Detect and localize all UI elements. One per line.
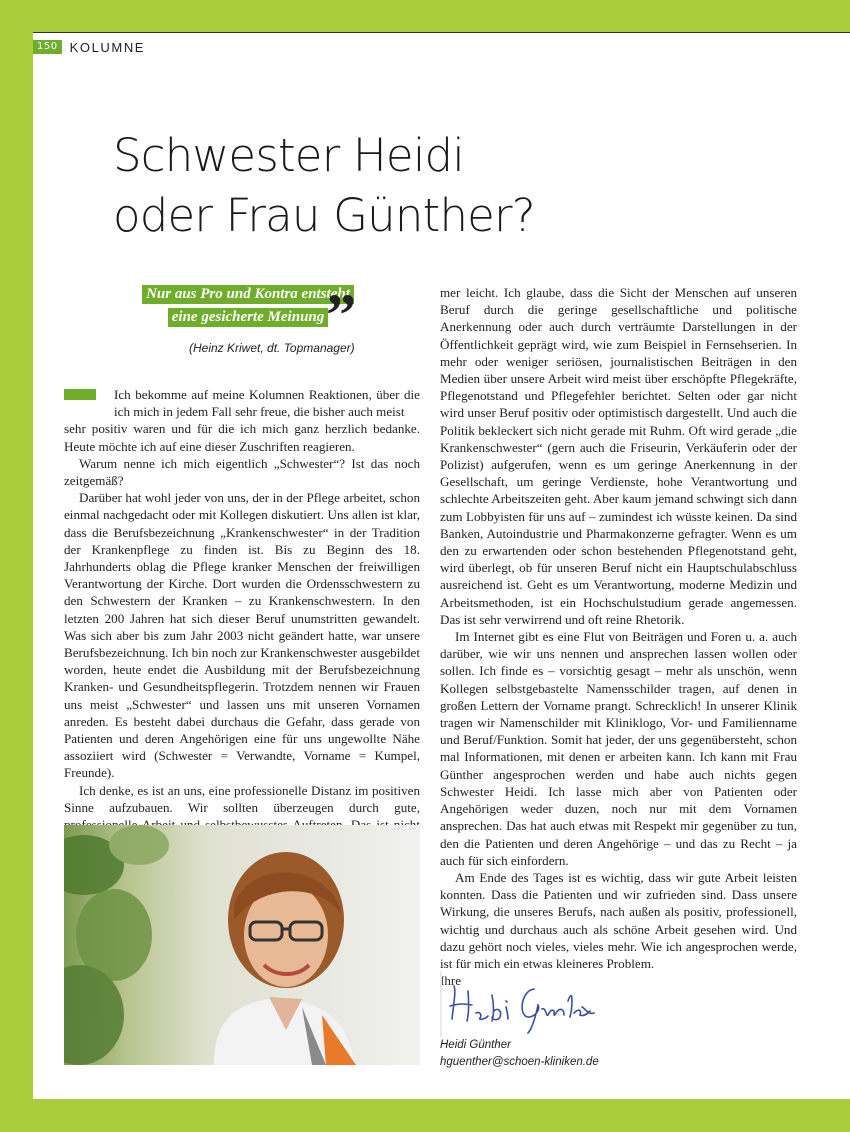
paragraph-intro-cont: sehr positiv waren und für die ich mich ganz herzlich bedanke. Heute möchte ich auf eine dieser Zuschriften reagieren. (64, 421, 420, 454)
author-photo (64, 825, 420, 1065)
paragraph-intro: Ich bekomme auf meine Kolumnen Reaktionen, über die ich mich in jedem Fall sehr freue, die bisher auch meist (114, 387, 420, 420)
quote-line-1: Nur aus Pro und Kontra entsteht (142, 285, 354, 304)
right-column (440, 284, 797, 989)
paragraph (64, 386, 420, 455)
author-name: Heidi Günther (440, 1039, 511, 1051)
title-line-1: Schwester Heidi (113, 129, 464, 182)
title-line-2: oder Frau Günther? (113, 189, 535, 242)
paragraph: Im Internet gibt es eine Flut von Beiträgen und Foren u. a. auch darüber, wie wir uns nennen und ansprechen lassen wollen oder sollen. Ich finde es – vorsichtig gesagt – mehr als unschön, wenn Kollegen selbstgebastelte Namensschilder tragen, auf denen in großen Lettern der Vorname prangt. Schrecklich! In unserer Klinik tragen wir Namenschilder mit Kliniklogo, Vor- und Familienname und Beruf/Funktion. Somit hat jeder, der uns gegenübersteht, schon mal Informationen, mit denen er arbeiten kann. Ich kann mit Frau Günther angesprochen werden und habe auch nichts gegen Schwester Heidi. Ich lasse mich aber von Patienten oder Angehörigen weder duzen, noch nur mit dem Vornamen ansprechen. Das hat auch etwas mit Respekt mir gegenüber zu tun, den die Patienten und deren Angehörige – und das zu Recht – ja auch für sich einfordern. (440, 629, 797, 868)
paragraph: Darüber hat wohl jeder von uns, der in der Pflege arbeitet, schon einmal nachgedacht oder mit Kollegen diskutiert. Uns allen ist klar, dass die Berufsbezeichnung „Krankenschwester“ in der Tradition der Krankenpflege zu finden ist. Bis zu Beginn des 18. Jahrhunderts oblag die Pflege kranker Menschen der freiwilligen Verantwortung der Kirche. Dort wurden die Ordensschwestern zu den Schwestern der Kranken – zu Krankenschwestern. In den letzten 200 Jahren hat sich dieser Beruf unumstritten gewandelt. Was sich aber bis zum Jahr 2003 nicht geändert hatte, war unsere Berufsbezeichnung. Ich bin noch zur Krankenschwester ausgebildet worden, heute endet die Ausbildung mit der Berufsbezeichnung Kranken- und Gesundheitspflegerin. Trotzdem nennen wir Frauen uns meist „Schwester“ und lassen uns mit unseren Vornamen anreden. Es besteht dabei durchaus die Gefahr, dass gerade von Patienten und deren Angehörigen eine für uns ungewollte Nähe assoziiert wird (Schwester = Verwandte, Vorname = Kumpel, Freunde). (64, 490, 420, 781)
page (33, 33, 850, 1099)
portrait-illustration (64, 825, 420, 1065)
pull-quote (83, 282, 413, 355)
article-title (113, 126, 535, 246)
quote-line-2: eine gesicherte Meinung (168, 308, 329, 327)
handwritten-signature (440, 971, 602, 1037)
quote-mark-icon: ” (326, 282, 356, 348)
paragraph: Am Ende des Tages ist es wichtig, dass wir gute Arbeit leisten konnten. Dass die Patienten und wir zufrieden sind. Dass unsere Wirkung, die unseres Berufs, nach außen als positiv, professionell, wichtig und durchaus auch als schöne Arbeit gesehen wird. Und dazu gehört noch vieles, vieles mehr. Wie ich angesprochen werde, ist für mich ein etwas kleineres Problem. (440, 869, 797, 971)
page-header (33, 40, 145, 54)
left-column (64, 386, 420, 850)
paragraph: Warum nenne ich mich eigentlich „Schwester“? Ist das noch zeitgemäß? (64, 455, 420, 489)
paragraph: mer leicht. Ich glaube, dass die Sicht der Menschen auf unseren Beruf durch die geringe gesellschaftliche und politische Anerkennung oder auch durch verträumte Darstellungen in der Öffentlichkeit geprägt wird, wie zum Beispiel in Fernsehserien. In mehr oder weniger seriösen, journalistischen Beiträgen in den Medien über unsere Arbeit wird meist über erschöpfte Pflegekräfte, Pflegenotstand und Pflegefehler berichtet. Selten oder gar nicht wird unser Beruf positiv oder optimistisch dargestellt. Und auch die Politik bekleckert sich nicht gerade mit Ruhm. Oft wird gerade „die Krankenschwester“ (gern auch die Friseurin, Verkäuferin oder der Polizist) aufgerufen, wenn es um geringe Anerkennung in der Gesellschaft, um geringe Verdienste, hohe Verantwortung und schlechte Arbeitszeiten geht. Aber kaum jemand schwingt sich dann zum Lobbyisten für uns auf – zumindest ich wüsste keinen. Da sind Banken, Autoindustrie und Pharmakonzerne gefragter. Wenn es um den zu erwartenden oder schon bestehenden Pflegenotstand geht, wird überlegt, ob für unseren Beruf nicht ein Hauptschulabschluss ausreichend ist. Geht es um Verantwortung, moderne Medizin und Arbeitsmethoden, ist ein Hochschulstudium gerade angemessen. Das ist sehr verwirrend und oft reine Rhetorik. (440, 285, 797, 627)
page-number: 150 (33, 40, 62, 54)
green-bar-marker (64, 389, 96, 400)
author-email[interactable]: hguenther@schoen-kliniken.de (440, 1056, 599, 1068)
section-label: KOLUMNE (69, 39, 146, 55)
closing: Ihre (440, 973, 462, 989)
paragraph: Ich denke, es ist an uns, eine professionelle Distanz im positiven Sinne aufzubauen. Wir sollten überzeugen durch gute, (64, 782, 420, 815)
quote-source: (Heinz Kriwet, dt. Topmanager) (189, 341, 355, 355)
signature-drawing (442, 971, 602, 1037)
